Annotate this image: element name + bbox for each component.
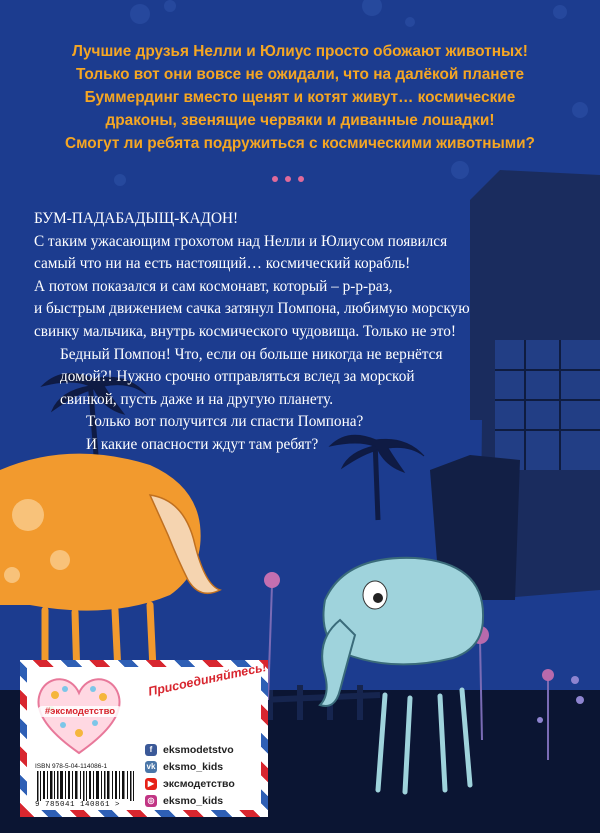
story-line: домой?! Нужно срочно отправляться вслед за морской — [60, 368, 415, 386]
story-line: С таким ужасающим грохотом над Нелли и Юлиусом появился — [34, 232, 448, 250]
social-label: эксмодетство — [163, 777, 235, 790]
blurb-line: Смогут ли ребята подружиться с космическими животными? — [65, 135, 535, 152]
story-text — [34, 208, 594, 457]
story-line: И какие опасности ждут там ребят? — [86, 435, 319, 453]
story-line: самый что ни на есть настоящий… космический корабль! — [34, 255, 411, 273]
story-line: свинкой, пусть даже и на другую планету. — [60, 390, 334, 408]
barcode — [35, 771, 139, 801]
social-item-instagram[interactable] — [145, 792, 235, 809]
dot — [298, 176, 304, 182]
story-line: А потом показался и сам космонавт, который – р-р-раз, — [34, 277, 393, 295]
divider-dots — [272, 176, 304, 182]
blurb-line: Лучшие друзья Нелли и Юлиус просто обожают животных! — [72, 43, 528, 60]
social-item-vk[interactable] — [145, 758, 235, 775]
social-item-youtube[interactable] — [145, 775, 235, 792]
blurb-line: Буммердинг вместо щенят и котят живут… космические — [84, 89, 516, 106]
facebook-icon: f — [145, 744, 157, 756]
isbn-text: ISBN 978-5-04-114086-1 — [35, 763, 108, 770]
story-line: БУМ-ПАДАБАДЫЩ-КАДОН! — [34, 210, 239, 227]
dot — [272, 176, 278, 182]
social-item-facebook[interactable] — [145, 741, 235, 758]
instagram-icon: ◎ — [145, 795, 157, 807]
youtube-icon: ▶ — [145, 778, 157, 790]
social-label: eksmo_kids — [163, 794, 224, 807]
join-label: Присоединяйтесь! — [147, 659, 268, 699]
social-list — [145, 741, 235, 809]
story-line: Бедный Помпон! Что, если он больше никогда не вернётся — [60, 345, 443, 363]
social-label: eksmo_kids — [163, 760, 224, 773]
blurb-line: Только вот они вовсе не ожидали, что на далёкой планете — [75, 66, 525, 83]
blurb-line: драконы, звенящие червяки и диванные лошадки! — [105, 112, 495, 129]
story-line: свинку мальчика, внутрь космического чудовища. Только не это! — [34, 322, 456, 340]
barcode-number: 9 785041 140861 > — [35, 801, 121, 809]
heart-logo — [33, 673, 125, 757]
dot — [285, 176, 291, 182]
social-label: eksmodetstvo — [163, 743, 234, 756]
story-line: и быстрым движением сачка затянул Помпона, любимую морскую — [34, 300, 470, 318]
blurb-text — [20, 40, 580, 155]
publisher-envelope — [20, 660, 268, 817]
story-line: Только вот получится ли спасти Помпона? — [86, 413, 364, 431]
vk-icon: vk — [146, 762, 156, 771]
heart-hashtag: #эксмодетство — [37, 706, 123, 717]
